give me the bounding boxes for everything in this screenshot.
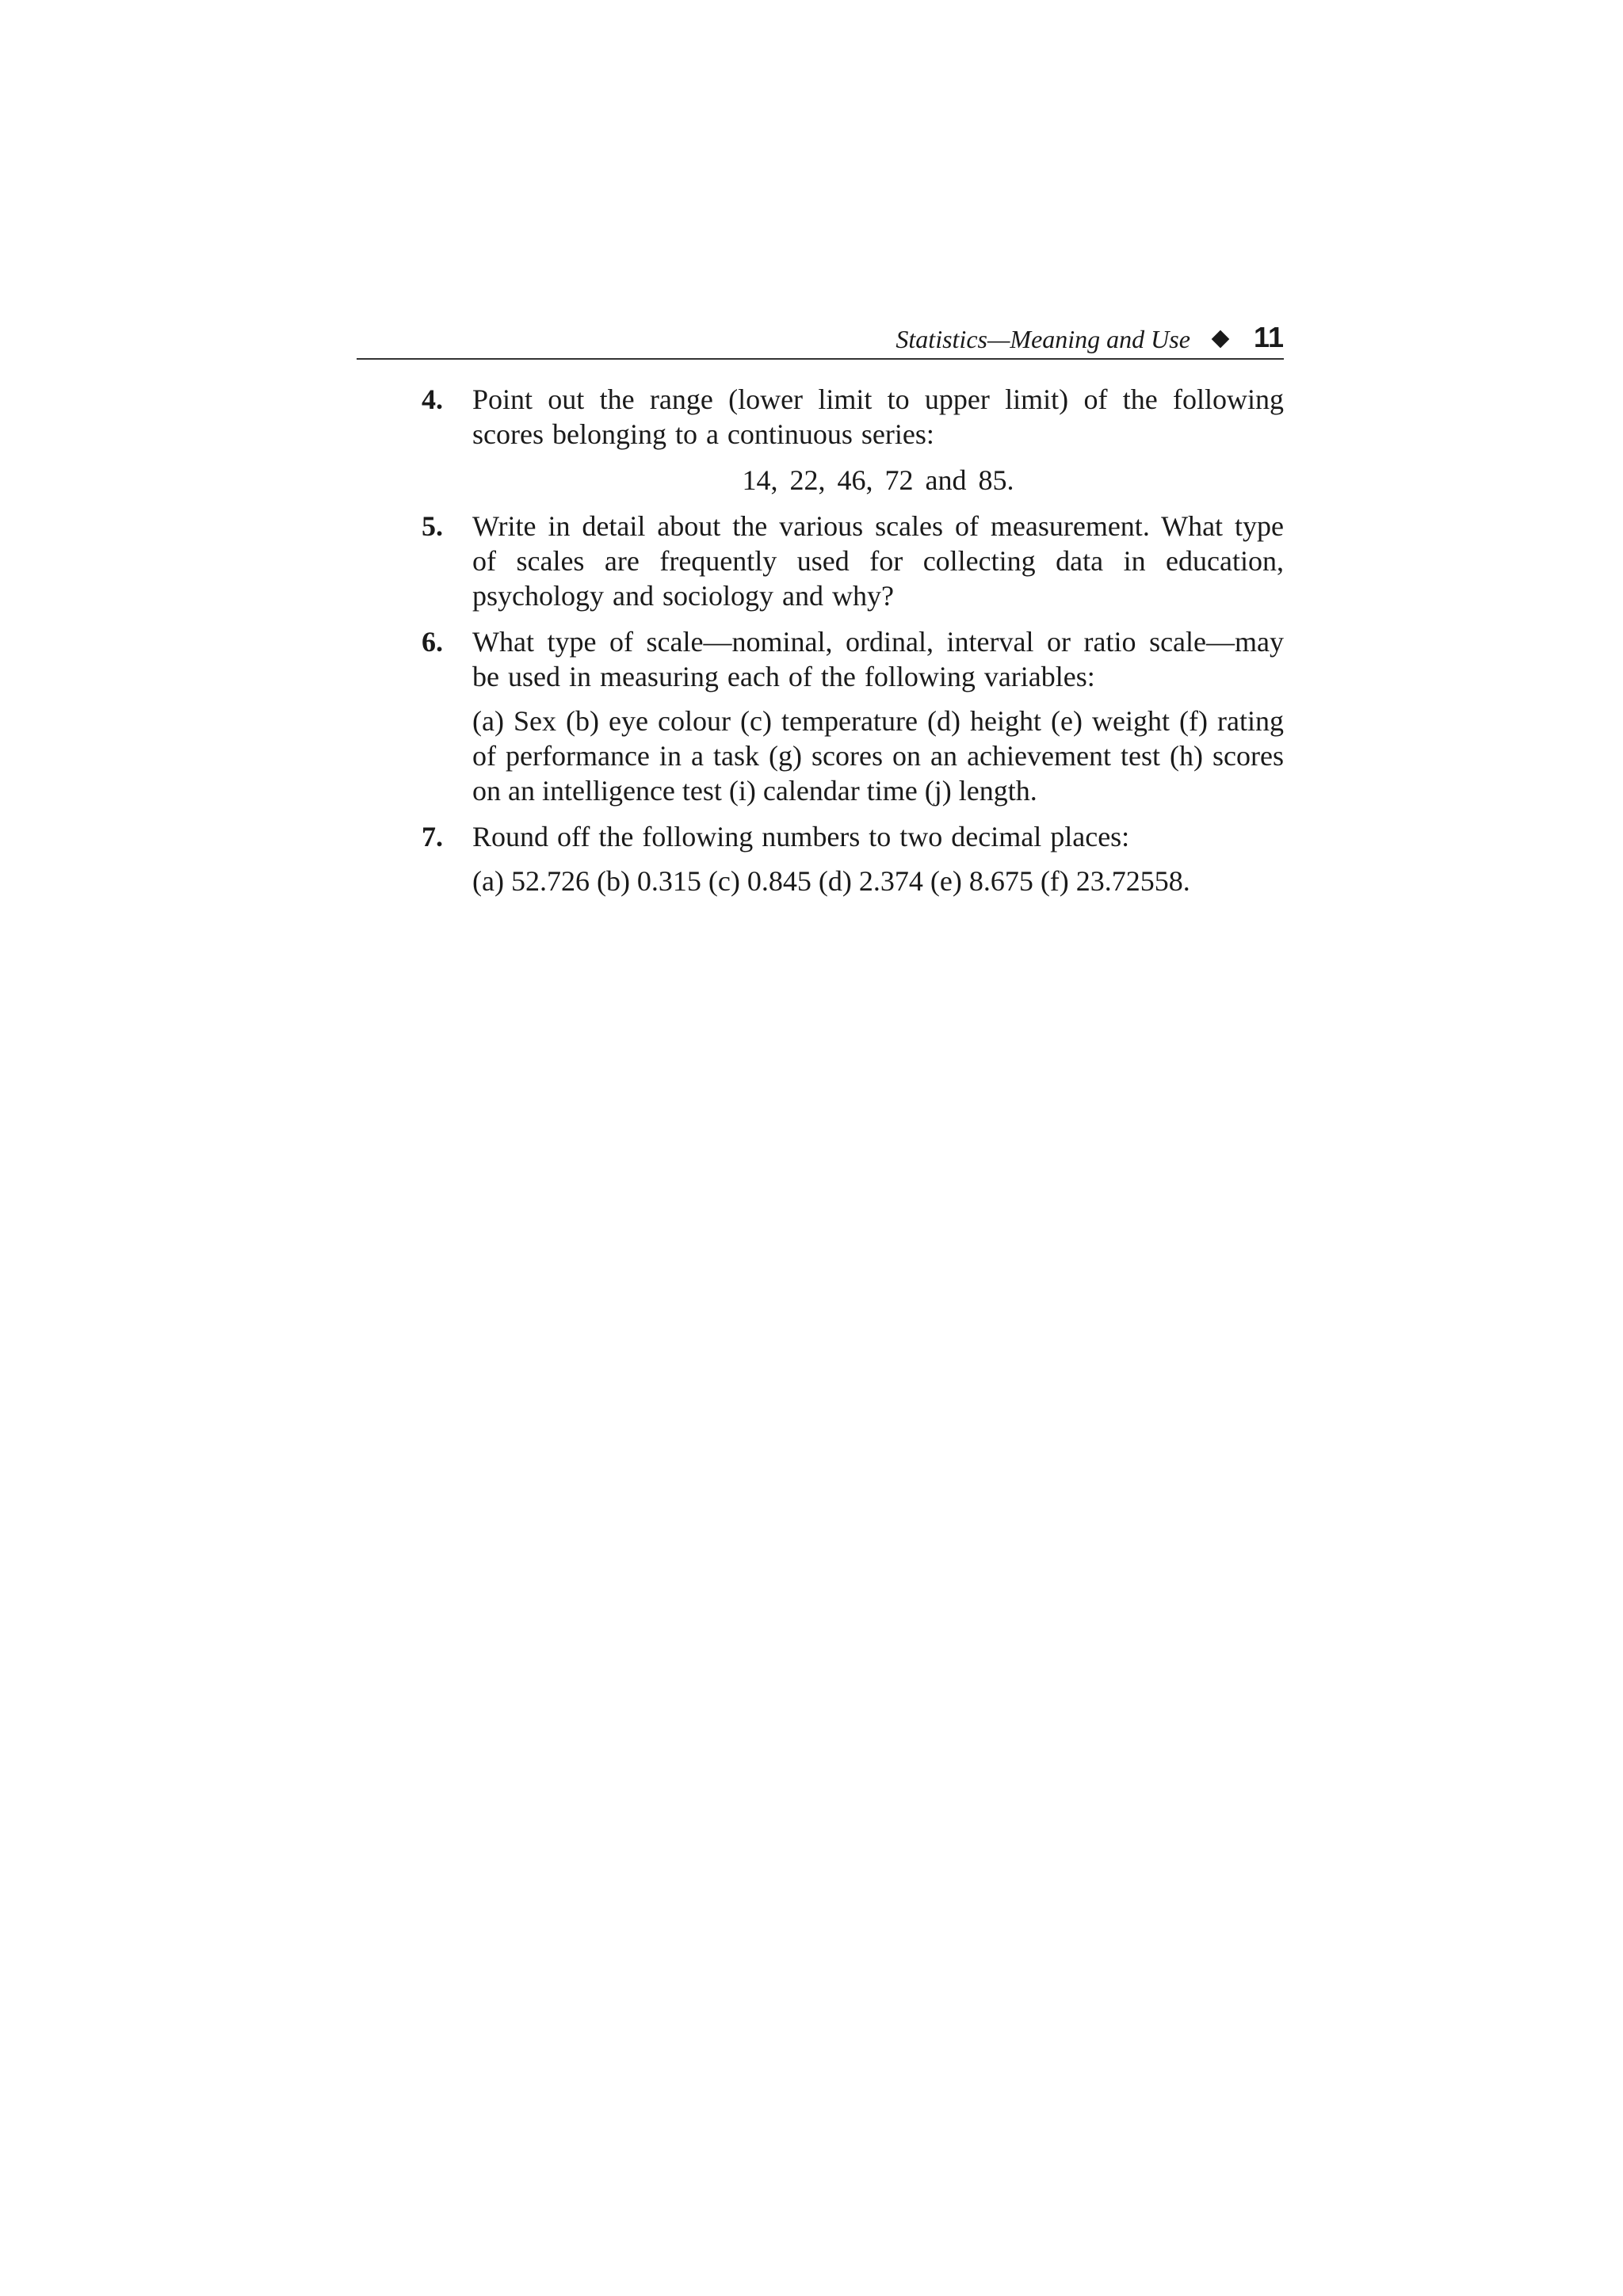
question-text: What type of scale—nominal, ordinal, interval or ratio scale—may be used in measuring each of the following variables: — [472, 626, 1284, 692]
question-4 — [357, 382, 1284, 498]
page-number: 11 — [1253, 321, 1284, 353]
variable-list: (a) Sex (b) eye colour (c) temperature (d) height (e) weight (f) rating of performance in a task (g) scores on an achievement test (h) scores on an intelligence test (i) calendar time (j) length. — [472, 705, 1284, 807]
running-header — [357, 320, 1284, 360]
question-text: Point out the range (lower limit to upper limit) of the following scores belonging to a continuous series: — [472, 383, 1284, 450]
question-number: 4. — [422, 383, 443, 415]
question-number: 7. — [422, 821, 443, 852]
question-5 — [357, 509, 1284, 613]
question-number: 6. — [422, 626, 443, 658]
score-list: 14, 22, 46, 72 and 85. — [742, 464, 1014, 496]
question-list — [357, 382, 1284, 898]
question-text: Round off the following numbers to two decimal places: — [472, 821, 1130, 852]
number-list: (a) 52.726 (b) 0.315 (c) 0.845 (d) 2.374 (e) 8.675 (f) 23.72558. — [472, 865, 1190, 897]
book-page — [357, 320, 1284, 910]
running-title: Statistics—Meaning and Use — [896, 325, 1190, 353]
question-number: 5. — [422, 510, 443, 542]
diamond-icon — [1212, 330, 1230, 349]
question-text: Write in detail about the various scales of measurement. What type of scales are frequently used for collecting data in education, psychology and sociology and why? — [472, 510, 1284, 612]
question-6 — [357, 624, 1284, 808]
question-7 — [357, 819, 1284, 898]
